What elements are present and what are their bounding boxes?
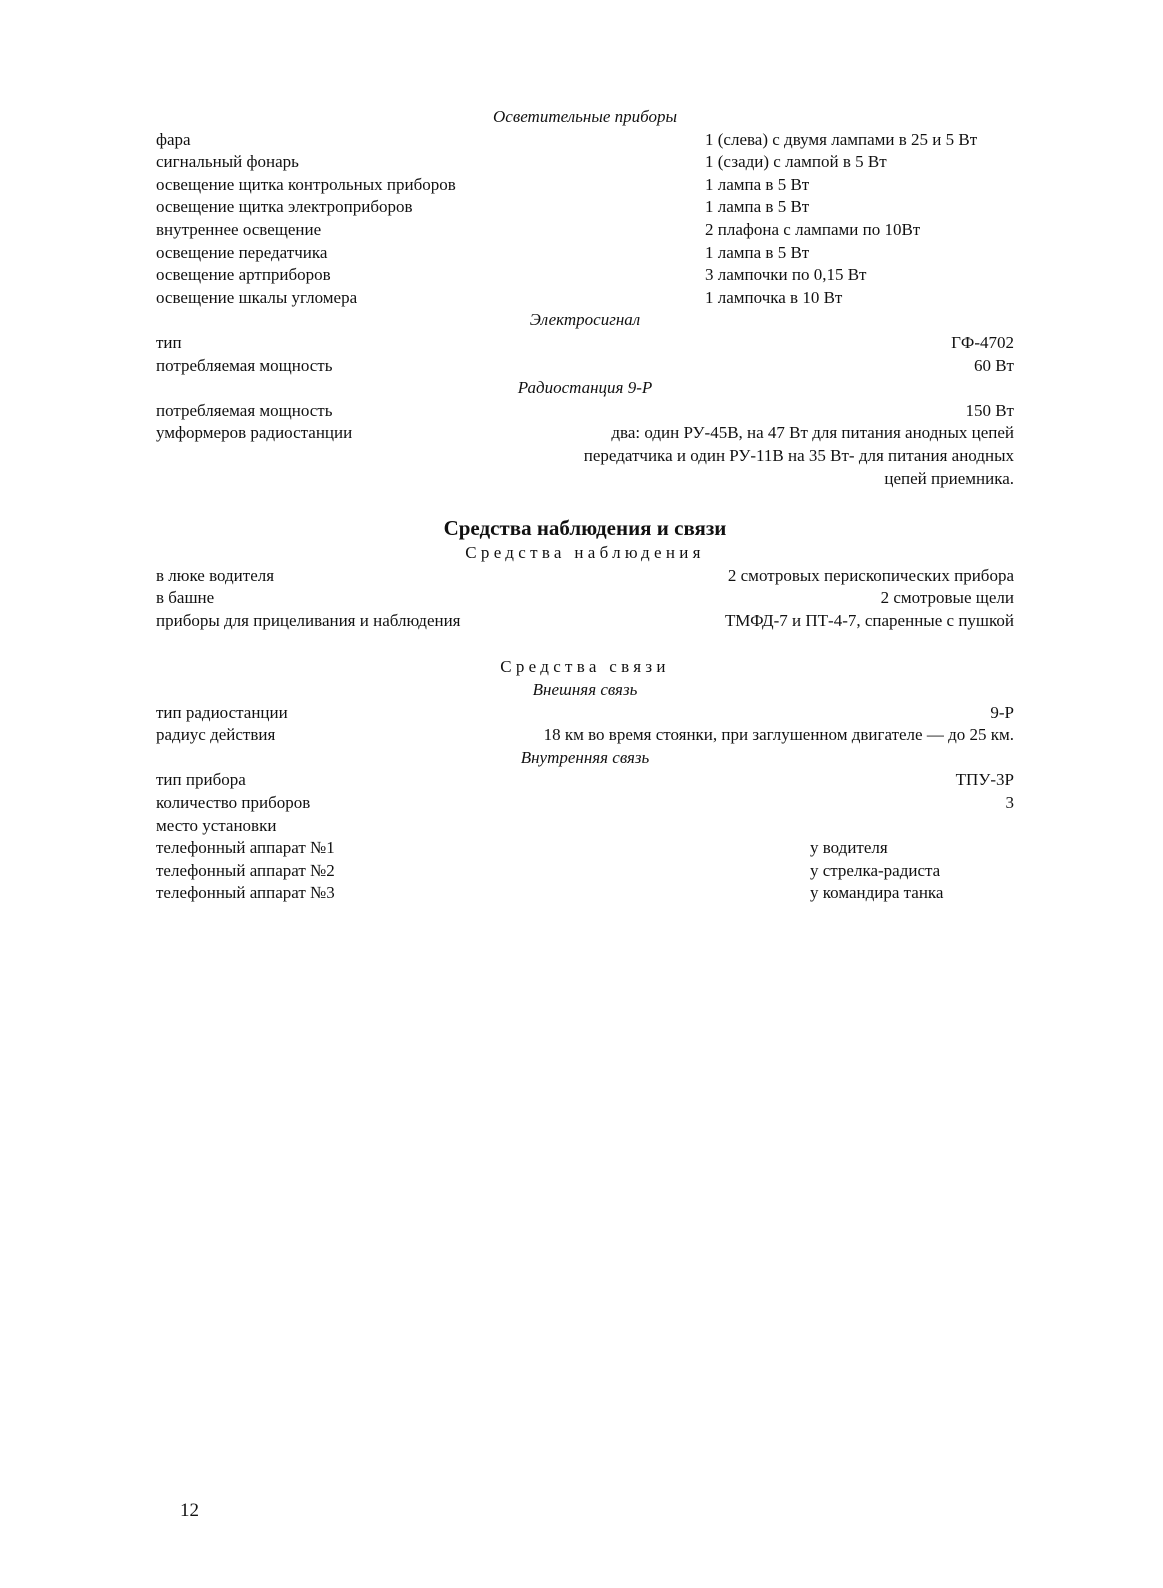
lighting-row [156, 174, 1014, 197]
electrosignal-row [156, 355, 1014, 378]
observation-row [156, 610, 1014, 633]
page-number: 12 [180, 1500, 199, 1521]
row-label: потребляемая мощность [156, 355, 333, 375]
row-label: телефонный аппарат №3 [156, 883, 335, 903]
row-value: 2 плафона с лампами по 10Вт [705, 219, 921, 239]
row-label: освещение щитка контрольных приборов [156, 174, 456, 194]
row-label: потребляемая мощность [156, 400, 333, 420]
row-label: место установки [156, 815, 277, 835]
row-value: у стрелка-радиста [810, 860, 941, 880]
lighting-row [156, 242, 1014, 265]
radio-section-title: Радиостанция 9-Р [517, 378, 653, 398]
external-comm-title: Внешняя связь [532, 680, 638, 700]
row-value: у командира танка [810, 883, 944, 903]
row-value: ГФ-4702 [951, 332, 1014, 352]
row-label: радиус действия [156, 725, 276, 745]
observation-subtitle: Средства наблюдения [465, 543, 705, 563]
internal-comm-title: Внутренняя связь [520, 747, 650, 767]
row-value: 2 смотровых перископических прибора [727, 565, 1014, 585]
lighting-row [156, 129, 1014, 152]
phone-row [156, 837, 1014, 860]
row-label: освещение щитка электроприборов [156, 197, 413, 217]
row-label: умформеров радиостанции [156, 423, 353, 443]
row-value: 1 (слева) с двумя лампами в 25 и 5 Вт [705, 129, 978, 149]
row-label: освещение артприборов [156, 265, 331, 285]
row-value: 2 смотровые щели [880, 588, 1014, 608]
row-value: ТМФД-7 и ПТ-4-7, спаренные с пушкой [725, 610, 1014, 630]
lighting-row [156, 151, 1014, 174]
row-label: телефонный аппарат №2 [156, 860, 335, 880]
row-value: 1 лампа в 5 Вт [705, 174, 810, 194]
row-value: 18 км во время стоянки, при заглушенном двигателе — до 25 км. [543, 725, 1014, 745]
install-place-row [156, 815, 1014, 838]
row-label: в башне [156, 588, 215, 608]
row-value: 1 лампа в 5 Вт [705, 197, 810, 217]
document-page [156, 106, 1014, 905]
row-value: 9-Р [990, 702, 1014, 722]
lighting-row [156, 287, 1014, 310]
row-value: 1 (сзади) с лампой в 5 Вт [705, 152, 887, 172]
communications-subtitle: Средства связи [500, 657, 670, 677]
observation-row [156, 565, 1014, 588]
row-label: фара [156, 129, 191, 149]
row-value: у водителя [810, 838, 888, 858]
row-value: 3 [1005, 793, 1014, 813]
row-label: сигнальный фонарь [156, 152, 299, 172]
row-label: количество приборов [156, 793, 311, 813]
row-value: 60 Вт [973, 355, 1014, 375]
phone-row [156, 882, 1014, 905]
radio-power-row [156, 400, 1014, 423]
row-label: тип прибора [156, 770, 246, 790]
umformer-line: цепей приемника. [884, 468, 1014, 488]
row-label: телефонный аппарат №1 [156, 838, 335, 858]
observation-row [156, 587, 1014, 610]
external-comm-row [156, 724, 1014, 747]
row-label: приборы для прицеливания и наблюдения [156, 610, 461, 630]
lighting-row [156, 219, 1014, 242]
internal-comm-row [156, 792, 1014, 815]
internal-comm-row [156, 769, 1014, 792]
electrosignal-row [156, 332, 1014, 355]
row-value: 1 лампочка в 10 Вт [705, 287, 843, 307]
umformer-line: передатчика и один РУ-11В на 35 Вт- для питания анодных [583, 445, 1014, 465]
row-label: тип [156, 332, 182, 352]
row-value: 150 Вт [965, 400, 1014, 420]
external-comm-row [156, 702, 1014, 725]
lighting-section-title: Осветительные приборы [493, 107, 677, 126]
lighting-row [156, 196, 1014, 219]
phone-row [156, 860, 1014, 883]
lighting-row [156, 264, 1014, 287]
row-label: в люке водителя [156, 565, 275, 585]
umformer-line: два: один РУ-45В, на 47 Вт для питания анодных цепей [611, 423, 1014, 443]
section-heading: Средства наблюдения и связи [443, 516, 727, 541]
radio-umformer-row [156, 422, 1014, 490]
row-value: 3 лампочки по 0,15 Вт [705, 265, 867, 285]
row-label: освещение шкалы угломера [156, 287, 358, 307]
row-label: освещение передатчика [156, 242, 328, 262]
electrosignal-section-title: Электросигнал [529, 310, 641, 330]
row-label: внутреннее освещение [156, 219, 322, 239]
row-value: ТПУ-3Р [955, 770, 1014, 790]
row-label: тип радиостанции [156, 702, 288, 722]
row-value: 1 лампа в 5 Вт [705, 242, 810, 262]
